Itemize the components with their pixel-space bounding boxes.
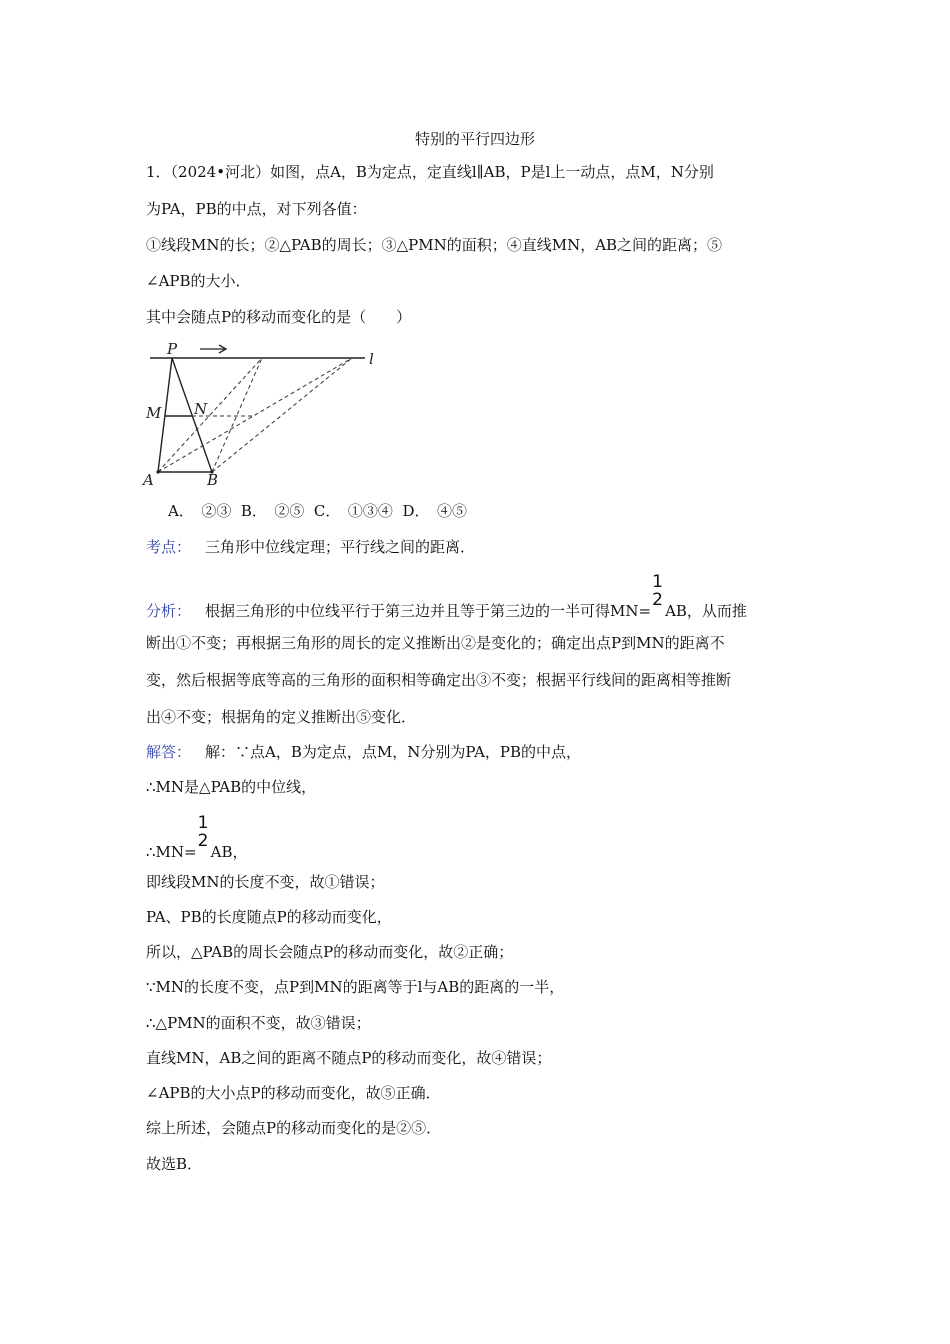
label-P: P	[167, 340, 178, 358]
label-B: B	[207, 471, 219, 489]
kaodian-text: 三角形中位线定理；平行线之间的距离．	[205, 538, 476, 556]
fenxi-line-2: 断出①不变；再根据三角形的周长的定义推断出②是变化的；确定出点P到MN的距离不	[146, 634, 725, 652]
jieda-line-6: 所以，△PAB的周长会随点P的移动而变化，故②正确；	[146, 943, 514, 961]
jieda-text-3b: AB，	[210, 843, 248, 861]
jieda-line-12: 故选B．	[146, 1155, 203, 1173]
jieda-label: 解答：	[146, 743, 192, 761]
jieda-text-1: 解：∵点A，B为定点，点M，N分别为PA，PB的中点，	[205, 743, 582, 761]
question-line-2: 为PA，PB的中点，对下列各值：	[146, 200, 367, 218]
fenxi-line-4: 出④不变；根据角的定义推断出⑤变化．	[146, 708, 417, 726]
jieda-line-4: 即线段MN的长度不变，故①错误；	[146, 873, 385, 891]
page-title: 特别的平行四边形	[414, 130, 535, 148]
fraction-numerator: 1	[197, 813, 209, 833]
jieda-line-10: ∠APB的大小点P的移动而变化，故⑤正确．	[146, 1084, 441, 1102]
fraction-denominator: 2	[197, 831, 209, 851]
point-A	[156, 470, 159, 473]
dashed-line	[158, 358, 262, 472]
jieda-line-5: PA、PB的长度随点P的移动而变化，	[146, 908, 392, 926]
label-l: l	[369, 350, 374, 368]
fenxi-text-1a: 根据三角形的中位线平行于第三边并且等于第三边的一半可得MN=	[205, 602, 652, 620]
geometry-figure	[140, 340, 385, 490]
jieda-line-3	[146, 813, 248, 862]
question-line-1: 1．（2024•河北）如图，点A，B为定点，定直线l∥AB，P是l上一动点，点M，N分别	[146, 163, 714, 181]
fraction-half	[197, 813, 211, 857]
jieda-text-3a: ∴MN=	[146, 843, 197, 861]
jieda-line-9: 直线MN，AB之间的距离不随点P的移动而变化，故④错误；	[146, 1049, 552, 1067]
fenxi-text-1b: AB，从而推	[665, 602, 747, 620]
question-line-3: ①线段MN的长；②△PAB的周长；③△PMN的面积；④直线MN，AB之间的距离；⑤	[146, 236, 723, 254]
question-line-5: 其中会随点P的移动而变化的是（ ）	[146, 308, 412, 326]
answer-options: A． ②③ B． ②⑤ C． ①③④ D． ④⑤	[168, 502, 467, 520]
fenxi-line-3: 变，然后根据等底等高的三角形的面积相等确定出③不变；根据平行线间的距离相等推断	[146, 671, 732, 689]
jieda-line-1	[146, 742, 581, 762]
jieda-line-11: 综上所述，会随点P的移动而变化的是②⑤．	[146, 1119, 442, 1137]
fraction-denominator: 2	[652, 590, 663, 610]
jieda-line-2: ∴MN是△PAB的中位线，	[146, 778, 317, 796]
fenxi-label: 分析：	[146, 602, 192, 620]
fraction-half	[651, 572, 665, 616]
kaodian-label: 考点：	[146, 538, 192, 556]
fenxi-line-1	[146, 572, 747, 621]
kaodian-line	[146, 537, 475, 557]
question-line-4: ∠APB的大小．	[146, 272, 251, 290]
label-N: N	[194, 400, 208, 418]
jieda-line-7: ∵MN的长度不变，点P到MN的距离等于l与AB的距离的一半，	[146, 978, 565, 996]
label-M: M	[146, 404, 162, 422]
jieda-line-8: ∴△PMN的面积不变，故③错误；	[146, 1014, 371, 1032]
fraction-numerator: 1	[652, 572, 663, 592]
dashed-line	[212, 358, 352, 472]
label-A: A	[143, 471, 154, 489]
